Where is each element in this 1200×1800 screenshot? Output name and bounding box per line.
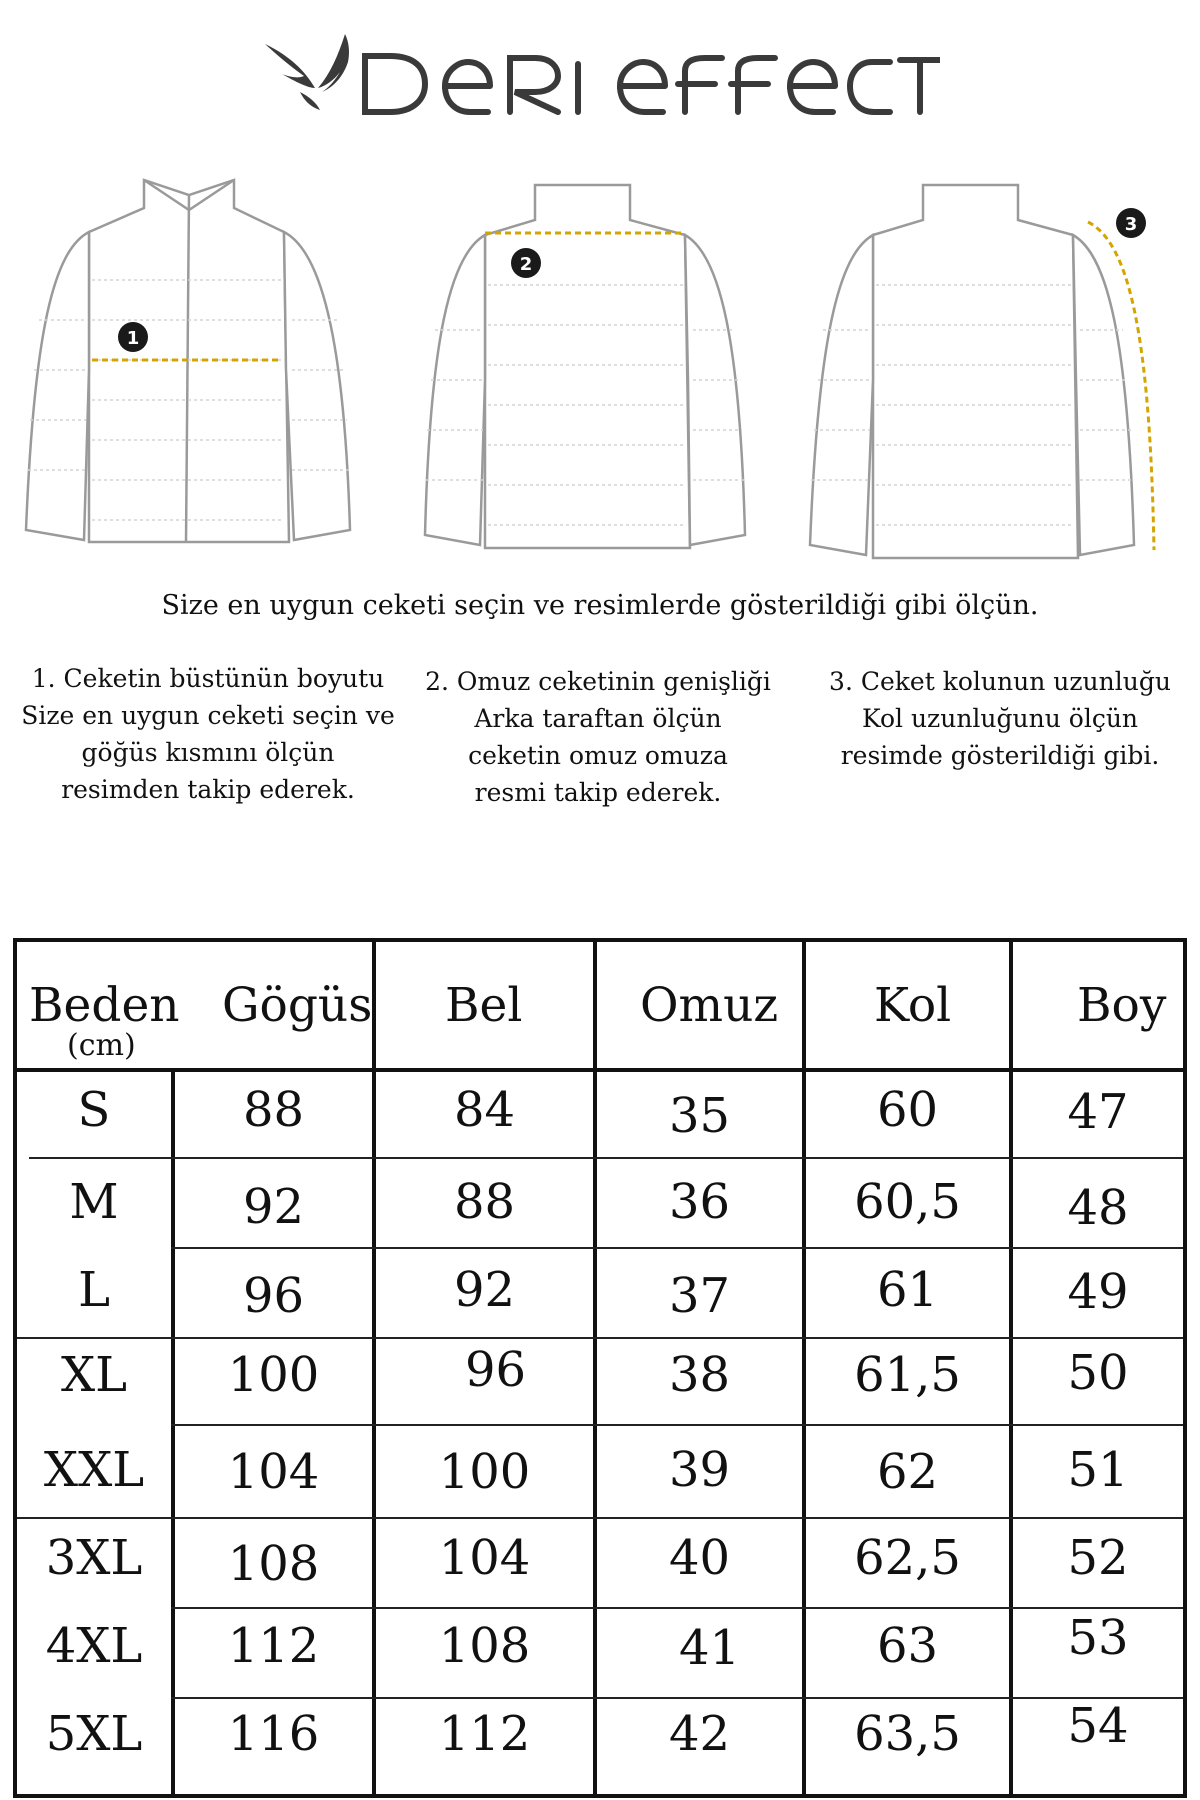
cell-gogus: 112 [227,1618,320,1674]
cell-boy: 53 [1067,1610,1129,1666]
marker-3-icon [1116,208,1146,238]
cell-kol: 63,5 [854,1706,961,1762]
cell-bel: 104 [438,1530,531,1586]
cell-boy: 48 [1067,1180,1129,1236]
cell-size: S [77,1082,111,1138]
header-unit: (cm) [67,1028,136,1063]
jacket-back-sleeve-diagram [798,170,1178,560]
cell-boy: 49 [1067,1264,1129,1320]
cell-omuz: 37 [668,1268,731,1324]
cell-omuz: 41 [678,1620,741,1676]
cell-size: XXL [43,1442,145,1498]
cell-omuz: 38 [668,1347,731,1403]
cell-omuz: 39 [668,1442,731,1498]
cell-gogus: 108 [227,1536,320,1592]
cell-boy: 54 [1067,1698,1129,1754]
cell-boy: 47 [1067,1084,1129,1140]
jacket-back-shoulder-diagram [405,170,765,560]
cell-gogus: 116 [227,1706,320,1762]
cell-gogus: 96 [242,1268,305,1324]
step-2-text: 2. Omuz ceketinin genişliği Arka taraftan ölçün ceketin omuz omuza resmi takip ederek. [425,667,771,807]
header-bel: Bel [445,978,523,1033]
cell-bel: 112 [438,1706,531,1762]
marker-2-icon [511,248,541,278]
header-omuz: Omuz [640,978,779,1033]
cell-gogus: 88 [242,1082,305,1138]
svg-text:3: 3 [1124,214,1138,235]
jacket-front-diagram [14,170,374,560]
cell-bel: 96 [464,1342,527,1398]
intro-text: Size en uygun ceketi seçin ve resimlerde gösterildiği gibi ölçün. [161,590,1039,621]
cell-boy: 51 [1067,1442,1129,1498]
cell-gogus: 100 [227,1347,320,1403]
cell-gogus: 104 [227,1444,320,1500]
cell-size: M [69,1174,119,1230]
right-sleeve [284,232,350,540]
header-beden: Beden [29,978,180,1033]
cell-omuz: 35 [668,1088,731,1144]
header-kol: Kol [874,978,952,1033]
cell-gogus: 92 [242,1179,305,1235]
cell-size: 4XL [45,1618,143,1674]
cell-omuz: 36 [668,1174,731,1230]
marker-1-icon [118,322,148,352]
cell-bel: 108 [438,1618,531,1674]
cell-size: 3XL [45,1530,143,1586]
cell-boy: 50 [1067,1345,1129,1401]
step-3-text: 3. Ceket kolunun uzunluğu Kol uzunluğunu ölçün resimde gösterildiği gibi. [829,667,1171,770]
cell-kol: 63 [876,1618,939,1674]
header-gogus: Gögüs [222,978,373,1033]
cell-size: L [78,1262,110,1318]
cell-kol: 61 [876,1262,939,1318]
brand-logo [260,26,940,116]
cell-kol: 61,5 [854,1347,961,1403]
svg-text:1: 1 [126,328,140,349]
svg-text:2: 2 [519,254,533,275]
cell-bel: 100 [438,1444,531,1500]
cell-size: XL [60,1347,128,1403]
cell-bel: 88 [453,1174,516,1230]
cell-omuz: 42 [668,1706,731,1762]
cell-kol: 60 [876,1082,939,1138]
cell-size: 5XL [45,1706,143,1762]
header-boy: Boy [1077,978,1167,1033]
cell-kol: 60,5 [854,1174,961,1230]
cell-bel: 92 [453,1262,516,1318]
left-sleeve [26,232,89,540]
step-1-text: 1. Ceketin büstünün boyutu Size en uygun ceketi seçin ve göğüs kısmını ölçün resimden takip ederek. [21,664,395,804]
cell-kol: 62,5 [854,1530,961,1586]
logo-lettering [365,56,940,112]
cell-boy: 52 [1067,1530,1129,1586]
cell-bel: 84 [453,1082,516,1138]
wing-logo-icon [265,34,349,110]
size-table [13,938,1187,1798]
cell-kol: 62 [876,1444,939,1500]
cell-omuz: 40 [668,1530,731,1586]
